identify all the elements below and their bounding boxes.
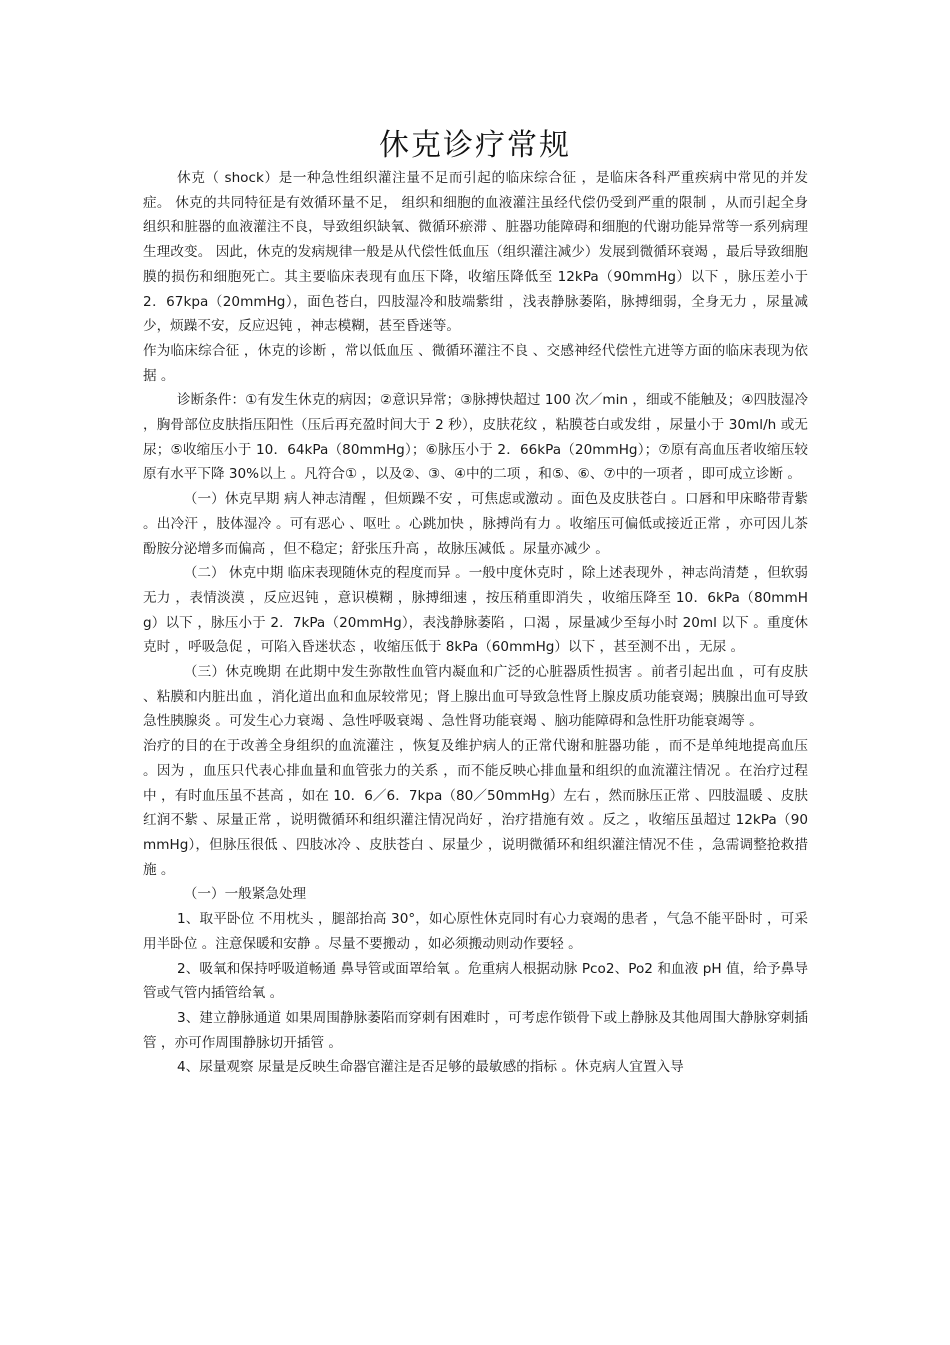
list-item-position: 1、取平卧位 不用枕头 ，腿部抬高 30°，如心原性休克同时有心力衰竭的患者 ，气急不能平卧时 ，可采用半卧位 。注意保暖和安静 。尽量不要搬动 ，如必须搬动则动作要轻 。 (143, 911, 808, 952)
paragraph-late-stage: （三）休克晚期 在此期中发生弥散性血管内凝血和广泛的心脏器质性损害 。前者引起出血 ，可有皮肤 、粘膜和内脏出血 ，消化道出血和血尿较常见；肾上腺出血可导致急性肾上腺皮质功能衰竭；胰腺出血可导致急性胰腺炎 。可发生心力衰竭 、急性呼吸衰竭 、急性肾功能衰竭 、脑功能障碍和急性肝功能衰竭等 。 (143, 664, 808, 730)
list-item-venous-access: 3、建立静脉通道 如果周围静脉萎陷而穿刺有困难时 ，可考虑作锁骨下或上静脉及其他周围大静脉穿刺插管 ，亦可作周围静脉切开插管 。 (143, 1009, 808, 1051)
document-body (143, 166, 808, 1080)
paragraph-treatment-goal: 治疗的目的在于改善全身组织的血流灌注 ，恢复及维护病人的正常代谢和脏器功能 ，而不是单纯地提高血压 。因为 ，血压只代表心排血量和血管张力的关系 ，而不能反映心排血量和组织的血流灌注情况 。在治疗过程中 ，有时血压虽不甚高 ，如在 10．6／6．7kpa（80／50mmHg）左右 ，然而脉压正常 、四肢温暖 、皮肤红润不紫 、尿量正常 ，说明微循环和组织灌注情况尚好 ，治疗措施有效 。反之 ，收缩压虽超过 12kPa（90mmHg），但脉压很低 、四肢冰冷 、皮肤苍白 、尿量少 ，说明微循环和组织灌注情况不佳 ，急需调整抢救措施 。 (143, 738, 808, 878)
paragraph-early-stage: （一）休克早期 病人神志清醒 ，但烦躁不安 ，可焦虑或激动 。面色及皮肤苍白 。口唇和甲床略带青紫 。出冷汗 ，肢体湿冷 。可有恶心 、呕吐 。心跳加快 ，脉搏尚有力 。收缩压可偏低或接近正常 ，亦可因儿茶酚胺分泌增多而偏高 ，但不稳定；舒张压升高 ，故脉压减低 。尿量亦减少 。 (143, 491, 808, 557)
section-heading-emergency: （一）一般紧急处理 (183, 886, 307, 903)
paragraph-diagnosis-criteria: 诊断条件：①有发生休克的病因；②意识异常；③脉搏快超过 100 次／min ，细或不能触及；④四肢湿冷 ，胸骨部位皮肤指压阳性（压后再充盈时间大于 2 秒），皮肤花纹 ，粘膜苍白或发绀 ，尿量小于 30ml/h 或无尿；⑤收缩压小于 10．64kPa（80mmHg）；⑥脉压小于 2．66kPa（20mmHg）；⑦原有高血压者收缩压较原有水平下降 30%以上 。凡符合① ，以及②、③、④中的二项 ，和⑤、⑥、⑦中的一项者 ，即可成立诊断 。 (143, 392, 808, 483)
paragraph-diagnosis-basis: 作为临床综合征 ，休克的诊断 ，常以低血压 、微循环灌注不良 、交感神经代偿性亢进等方面的临床表现为依据 。 (143, 342, 808, 384)
list-item-oxygen: 2、吸氧和保持呼吸道畅通 鼻导管或面罩给氧 。危重病人根据动脉 Pco2、Po2 和血液 pH 值，给予鼻导管或气管内插管给氧 。 (143, 960, 808, 1002)
list-item-urine: 4、尿量观察 尿量是反映生命器官灌注是否足够的最敏感的指标 。休克病人宜置入导 (177, 1059, 684, 1076)
paragraph-intro: 休克（ shock）是一种急性组织灌注量不足而引起的临床综合征 ，是临床各科严重疾病中常见的并发症。 休克的共同特征是有效循环量不足， 组织和细胞的血液灌注虽经代偿仍受到严重的限制 ，从而引起全身组织和脏器的血液灌注不良，导致组织缺氧、微循环瘀滞 、脏器功能障碍和细胞的代谢功能异常等一系列病理生理改变。 因此，休克的发病规律一般是从代偿性低血压（组织灌注减少）发展到微循环衰竭 ，最后导致细胞膜的损伤和细胞死亡。其主要临床表现有血压下降，收缩压降低至 12kPa（90mmHg）以下 ，脉压差小于 2．67kpa（20mmHg），面色苍白，四肢湿冷和肢端紫绀 ，浅表静脉萎陷，脉搏细弱，全身无力 ，尿量减少，烦躁不安，反应迟钝 ，神志模糊，甚至昏迷等。 (143, 170, 808, 335)
page-title: 休克诊疗常规 (379, 128, 571, 163)
paragraph-middle-stage: （二） 休克中期 临床表现随休克的程度而异 。一般中度休克时 ，除上述表现外 ，神志尚清楚 ，但软弱无力 ，表情淡漠 ，反应迟钝 ，意识模糊 ，脉搏细速 ，按压稍重即消失 ，收缩压降至 10．6kPa（80mmHg）以下 ，脉压小于 2．7kPa（20mmHg），表浅静脉萎陷 ，口渴 ，尿量减少至每小时 20ml 以下 。重度休克时 ，呼吸急促 ，可陷入昏迷状态 ，收缩压低于 8kPa（60mmHg）以下 ，甚至测不出 ，无尿 。 (143, 565, 808, 656)
